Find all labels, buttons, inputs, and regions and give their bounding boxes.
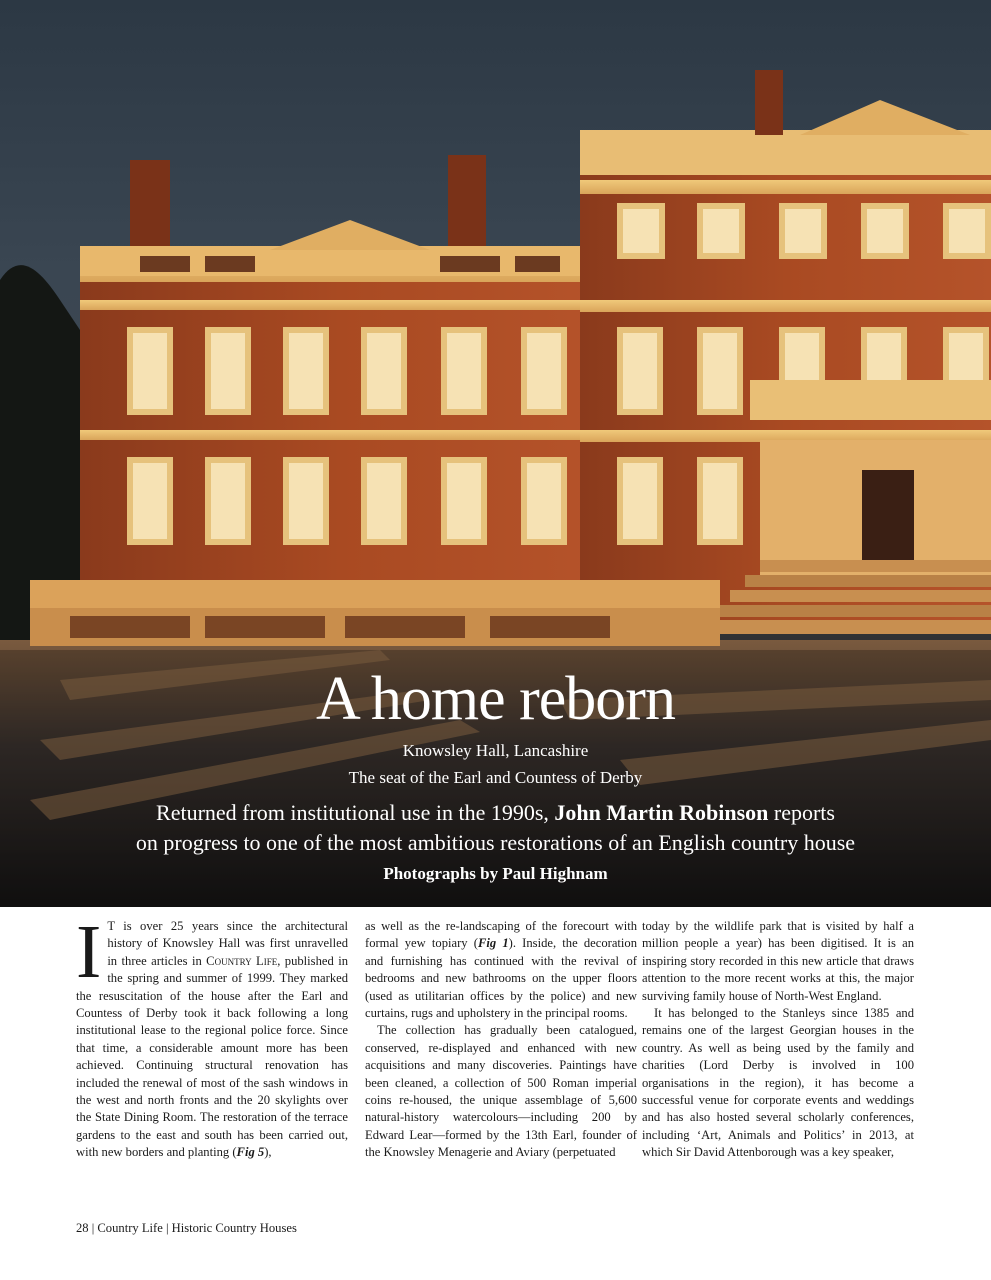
figure-reference: Fig 5	[236, 1145, 265, 1160]
house-subtitle: The seat of the Earl and Countess of Derby	[348, 768, 643, 787]
drop-cap: I	[76, 910, 102, 994]
article-title: A home reborn	[316, 665, 675, 733]
text-run: T is over 25 years since the architectural history of Knowsley Hall was first unravelled in three articles in	[107, 919, 348, 968]
standfirst-part-b: reports	[768, 800, 835, 825]
text-run: ),	[264, 1145, 272, 1160]
standfirst-part-a: Returned from institutional use in the 1990s,	[156, 800, 555, 825]
paragraph: It has belonged to the Stanleys since 1385 and remains one of the largest Georgian houses in the country. As well as being used by the family and charities (Lord Derby is involved in 100 organisations in the region), it has become a successful venue for corporate events and weddings and has also hosted several scholarly conferences, including ‘Art, Animals and Politics’ in 2013, at which Sir David Attenborough was a key speaker,	[642, 1006, 914, 1160]
text-run: , published in the spring and summer of 1999. They marked the resuscitation of the house after the Earl and Countess of Derby took it back following a long institutional lease to the regional police force. Since that time, a considerable amount more has been achieved. Continuing structural renovation has included the renewal of most of the sash windows in the west and north fronts and the 20 skylights over the State Dining Room. The restoration of the terrace gardens to the east and south has been carried out, with new borders and planting (	[76, 953, 348, 1160]
paragraph	[365, 918, 637, 1022]
author-name: John Martin Robinson	[554, 800, 769, 825]
text-run: ). Inside, the decoration and furnishing has continued with the revival of bedrooms and new bathrooms on the upper floors (used as utilitarian offices by the police) and new curtains, rugs and upholstery in the principal rooms.	[365, 936, 637, 1021]
paragraph: today by the wildlife park that is visited by half a million people a year) has been digitised. It is an inspiring story recorded in this new article that draws attention to the more recent works at this, the major surviving family house of North-West England.	[642, 919, 914, 1003]
column-2	[365, 918, 637, 1162]
magazine-name: Country Life	[206, 953, 278, 968]
standfirst	[0, 798, 991, 858]
column-1	[76, 910, 348, 1162]
paragraph	[76, 910, 348, 1162]
photo-credit: Photographs by Paul Highnam	[383, 864, 608, 883]
figure-reference: Fig 1	[477, 936, 509, 951]
text-run: as well as the re-landscaping of the forecourt with formal yew topiary (	[365, 919, 637, 951]
standfirst-part-c: on progress to one of the most ambitious restorations of an English country house	[135, 830, 856, 855]
paragraph: The collection has gradually been catalogued, conserved, re-displayed and enhanced with new acquisitions and many discoveries. Paintings have been cleaned, a collection of 500 Roman imperial coins re-housed, the unique assemblage of 5,600 natural-history watercolours—including 200 by Edward Lear—formed by the 13th Earl, founder of the Knowsley Menagerie and Aviary (perpetuated	[365, 1023, 637, 1160]
column-3	[642, 918, 914, 1162]
house-location: Knowsley Hall, Lancashire	[402, 741, 589, 760]
page-footer: 28 | Country Life | Historic Country Houses	[76, 1221, 297, 1235]
article-body	[76, 910, 914, 1203]
